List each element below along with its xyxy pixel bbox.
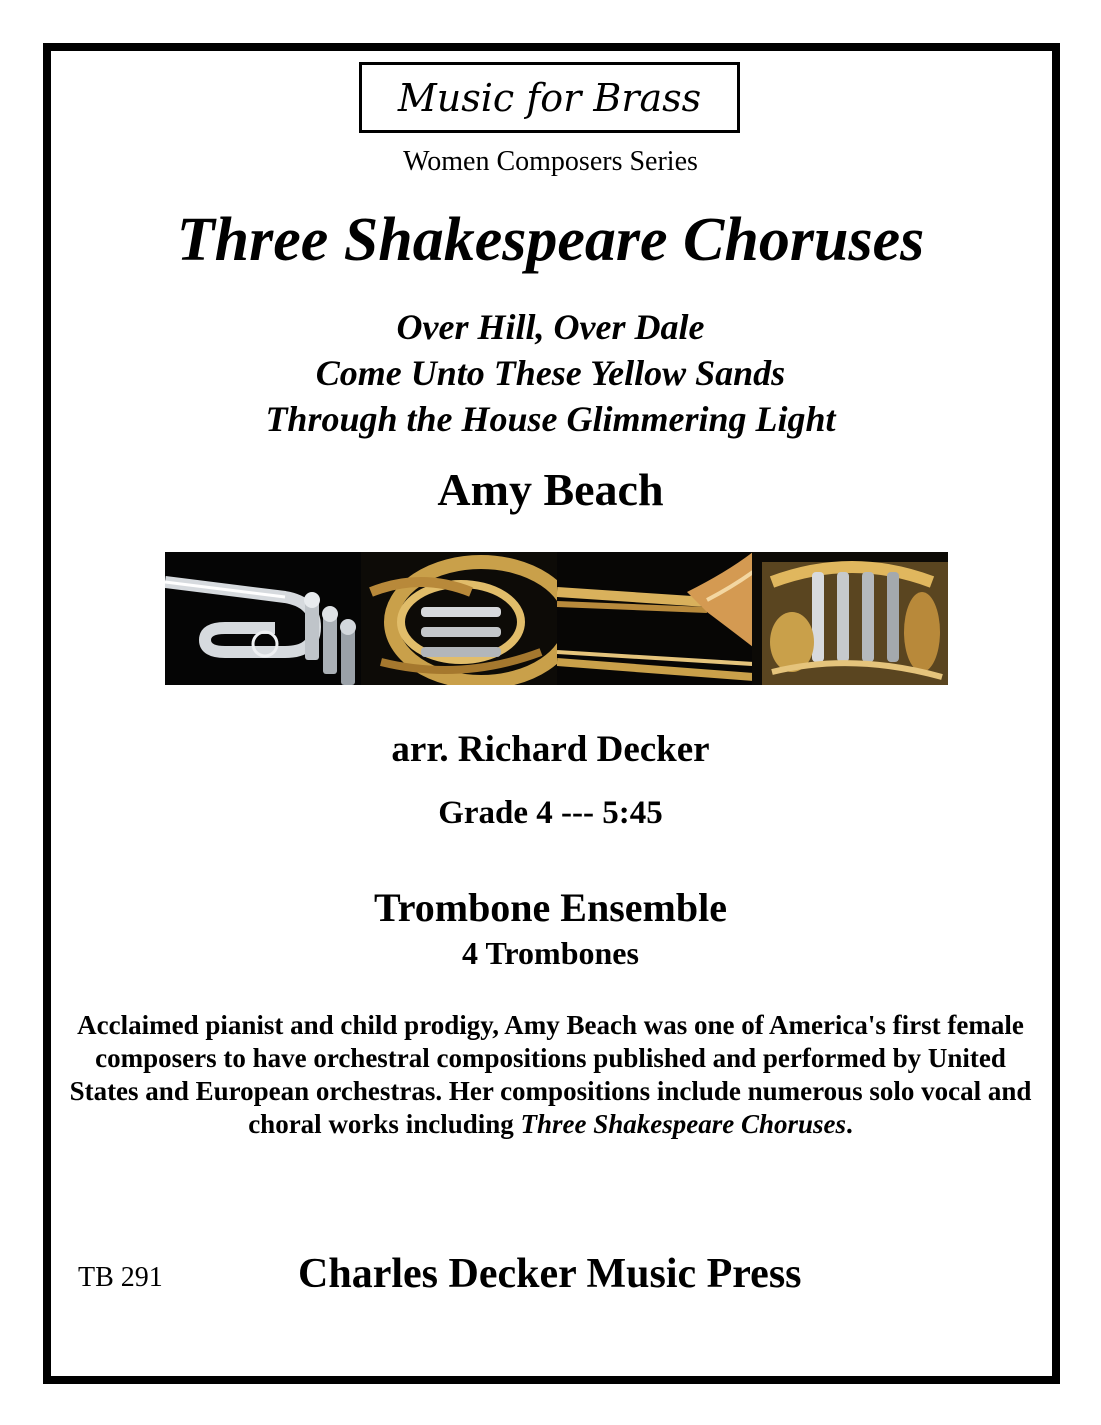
- movement-item: Come Unto These Yellow Sands: [315, 353, 786, 393]
- composer-name: Amy Beach: [437, 464, 664, 515]
- movement-item: Over Hill, Over Dale: [396, 307, 705, 347]
- horn-photo: [361, 552, 557, 685]
- instrumentation: 4 Trombones: [462, 935, 639, 971]
- catalog-number: TB 291: [78, 1262, 163, 1293]
- blurb-end: .: [846, 1109, 853, 1139]
- grade-duration: Grade 4 --- 5:45: [438, 795, 663, 831]
- movement-item: Through the House Glimmering Light: [265, 399, 836, 439]
- publisher-name: Charles Decker Music Press: [298, 1251, 802, 1297]
- subseries-label: Women Composers Series: [403, 146, 698, 177]
- trumpet-photo: [165, 552, 361, 685]
- blurb-work-title: Three Shakespeare Choruses: [520, 1109, 847, 1139]
- blurb-text: Acclaimed pianist and child prodigy, Amy Beach was one of America's first female composers to have orchestral compositions published and performed by United States and European orchestras. Her compositions include numerous solo vocal and choral works including: [69, 1010, 1032, 1139]
- tuba-photo: [752, 552, 948, 685]
- series-label: Music for Brass: [359, 62, 740, 133]
- instrument-photo-strip: [165, 552, 948, 685]
- arranger-credit: arr. Richard Decker: [391, 729, 710, 770]
- ensemble-type: Trombone Ensemble: [374, 885, 727, 930]
- trombone-photo: [557, 552, 753, 685]
- page-title: Three Shakespeare Choruses: [176, 206, 925, 274]
- composer-blurb: [60, 1009, 1041, 1141]
- movement-list: [0, 304, 1101, 442]
